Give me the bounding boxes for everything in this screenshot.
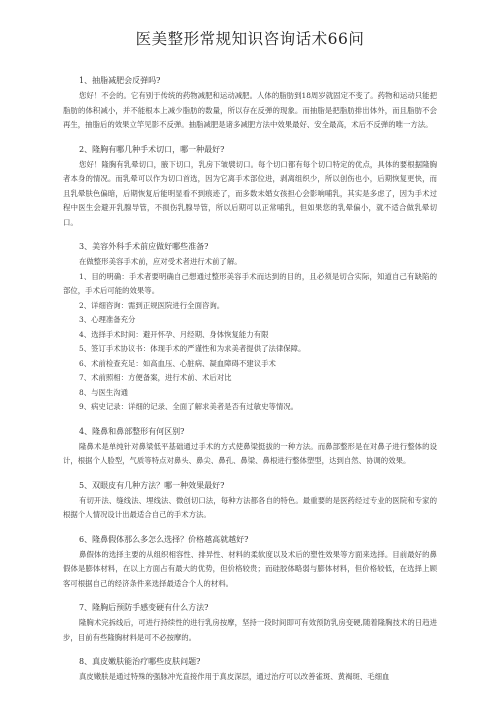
answer-paragraph: 您好！不会的。它有别于传统的药物减肥和运动减肥。人体的脂肪到18周岁就固定不变了。药物和运动只能把脂肪的体积减小，并不能根本上减少脂肪的数量，所以存在反弹的现象。而抽脂是把脂肪排出体外，而且脂肪不会再生，抽脂后的效果立竿见影不反弹。抽脂减肥是诸多减肥方法中效果最好、安全最高，术后不反弹的唯一方法。 (63, 91, 437, 129)
qa-section (63, 602, 437, 645)
qa-section (63, 656, 437, 685)
page-title: 医美整形常规知识咨询话术66问 (135, 30, 365, 48)
question-heading: 4、隆鼻和鼻部整形有何区别? (79, 426, 185, 436)
answer-list-item: 1、目的明确：手术者要明确自己想通过整形美容手术而达到的目的，且必须是切合实际，知道自己有缺陷的部位，手术后可能的效果等。 (63, 271, 437, 295)
answer-list-item: 6、术前检查充足：如高血压、心脏病、凝血障碍不建议手术 (79, 358, 276, 368)
answer-paragraph: 隆鼻术是单纯针对鼻梁低平基础通过手术的方式使鼻梁挺拔的一种方法。而鼻部整形是在对鼻子进行整体的设计，根据个人脸型，气质等特点对鼻头、鼻尖、鼻孔、鼻梁、鼻根进行整体塑型，达到自然、协调的效果。 (63, 441, 437, 465)
answer-list-item: 8、与医生沟通 (79, 387, 129, 397)
answer-list-item: 9、病史记录：详细的记录、全面了解求美者是否有过敏史等情况。 (79, 402, 299, 411)
question-heading: 6、隆鼻假体那么多怎么选择？价格越高就越好? (79, 534, 249, 544)
question-heading: 8、真皮嫩肤能治疗哪些皮肤问题? (79, 657, 201, 666)
answer-list-item: 4、选择手术时间：避开怀孕、月经期、身体恢复能力有限 (79, 329, 269, 339)
qa-section (63, 480, 437, 523)
answer-list-item: 5、签订手术协议书：体现手术的严谨性和为求美者提供了法律保障。 (79, 344, 306, 353)
answer-paragraph: 鼻假体的选择主要的从组织相容性、排异性、材料的柔软度以及术后的塑性效果等方面来选择。目前最好的鼻假体是膨体材料，在以上方面占有最大的优势，但价格较贵；而硅胶体略弱与膨体材料，但价格较低，在选择上顾客可根据自己的经济条件来选择最适合个人的材料。 (63, 549, 437, 588)
answer-paragraph: 真皮嫩肤是通过特殊的强脉冲光直接作用于真皮深层，通过治疗可以改善雀斑、黄褐斑、毛细血 (79, 672, 390, 681)
qa-section (63, 241, 437, 415)
qa-section (63, 75, 437, 133)
answer-list-item: 2、详细咨询：需到正规医院进行全面咨询。 (79, 300, 225, 310)
question-heading: 2、隆胸有哪几种手术切口，哪一种最好? (79, 144, 225, 154)
question-heading: 3、美容外科手术前应做好哪些准备? (79, 242, 209, 251)
answer-paragraph: 您好！隆胸有乳晕切口，腋下切口，乳房下皱襞切口。每个切口都有每个切口特定的优点，具体的要根据隆胸者本身的情况。而乳晕可以作为切口首选，因为它离手术部位进，剥离组织少，所以创伤也小，后期恢复更快，而且乳晕肤色偏暗，后期恢复后能明显看不到痕迹了，而多数未婚女孩担心会影响哺乳，其实是多虑了，因为手术过程中医生会避开乳腺导管，不损伤乳腺导管，所以后期可以正常哺乳，但如果您的乳晕偏小，就不适合做乳晕切口。 (63, 159, 437, 227)
question-heading: 7、隆胸后预防手感变硬有什么方法? (79, 603, 209, 612)
question-heading: 5、双眼皮有几种方法？哪一种效果最好? (79, 480, 225, 490)
answer-line: 在做整形美容手术前，应对受术者进行术前了解。 (79, 257, 242, 266)
answer-list-item: 7、术前照相：方便备案，进行术前、术后对比 (79, 373, 232, 382)
answer-list-item: 3、心理准备充分 (79, 315, 136, 324)
answer-paragraph: 隆胸术完拆线后，可进行持续性的进行乳房按摩，坚持一段时间即可有效预防乳房变硬,随着隆胸技术的日趋进步，目前有些隆胸材料是可不必按摩的。 (63, 618, 437, 642)
question-heading: 1、抽脂减肥会反弹吗? (79, 76, 161, 85)
qa-section (63, 144, 437, 231)
answer-paragraph: 有切开法、缝线法、埋线法、微创切口法，每种方法都各自的特色。最重要的是医药经过专业的医院和专家的根据个人情况设计出最适合自己的手术方法。 (63, 495, 437, 519)
qa-section (63, 534, 437, 592)
qa-section (63, 426, 437, 469)
